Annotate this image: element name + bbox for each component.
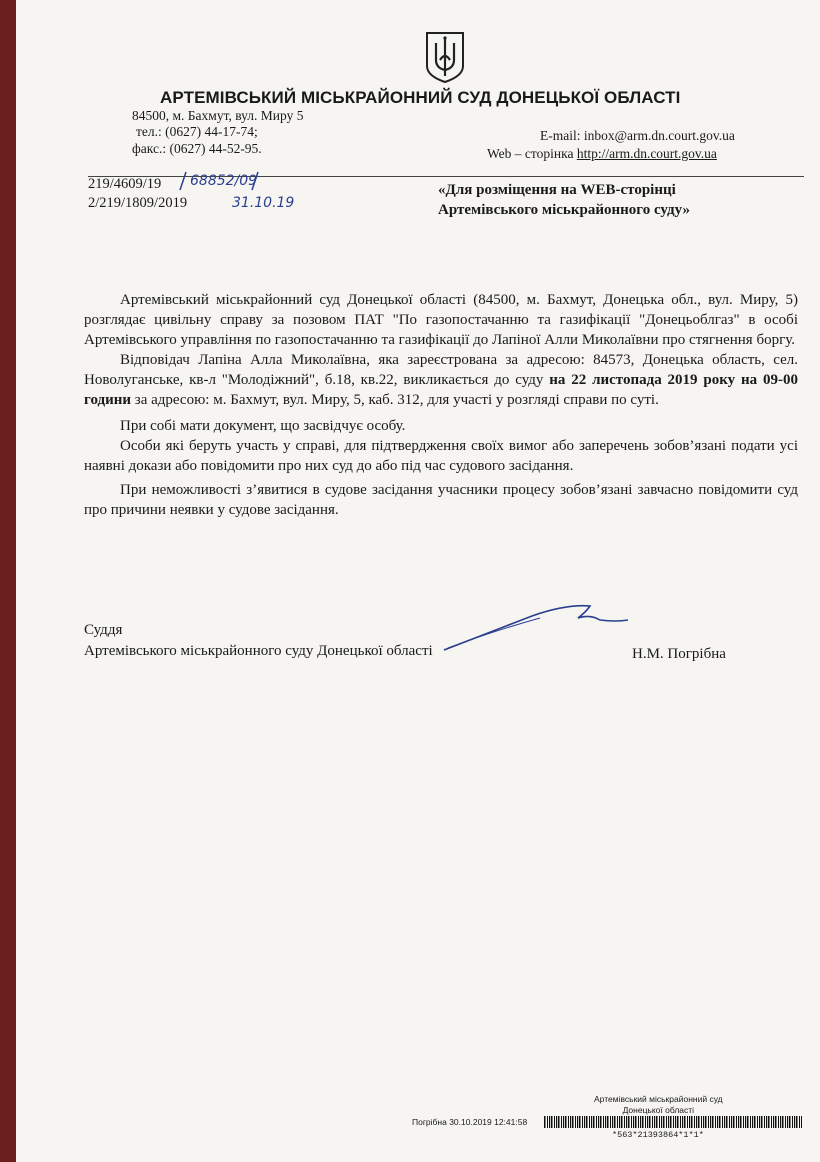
barcode-icon: [544, 1116, 802, 1128]
web-label: Web – сторінка: [487, 146, 577, 161]
court-title: АРТЕМІВСЬКИЙ МІСЬКРАЙОННИЙ СУД ДОНЕЦЬКОЇ ОБЛАСТІ: [160, 88, 681, 107]
summons-text-start: Відповідач Лапіна Алла Миколаївна, яка зареєстрована за адресою: 84573, Донецька область, сел. Новолуганське, кв-л "Молодіжний", б.18, кв.22, викликається до суду: [84, 352, 798, 388]
publication-note-line-1: «Для розміщення на WEB-сторінці: [438, 182, 676, 198]
case-number: 219/4609/19: [88, 176, 162, 192]
handwritten-signature-icon: [440, 598, 630, 658]
web-link[interactable]: http://arm.dn.court.gov.ua: [576, 146, 717, 161]
proceeding-number: 2/219/1809/2019: [88, 195, 188, 211]
signature-block: [84, 620, 433, 662]
judge-name: Н.М. Погрібна: [632, 646, 726, 662]
stamp-court: [594, 1094, 723, 1116]
court-address: 84500, м. Бахмут, вул. Миру 5: [132, 108, 304, 123]
document-body: [84, 290, 798, 520]
handwritten-registration-number: 68852/09: [190, 173, 258, 189]
court-phone: тел.: (0627) 44-17-74;: [136, 124, 258, 139]
summons-text-end: за адресою: м. Бахмут, вул. Миру, 5, каб. 312, для участі у розгляді справи по суті.: [131, 392, 659, 408]
paragraph-case: Артемівський міськрайонний суд Донецької області (84500, м. Бахмут, Донецька обл., вул. Миру, 5) розглядає цивільну справу за позовом ПАТ "По газопостачанню та газифікації "Донецьоблгаз" в особі Артемівського управління по газопостачанню та газифікації до Лапіної Алли Миколаївни про стягнення боргу.: [84, 292, 798, 348]
publication-note-line-2: Артемівського міськрайонного суду»: [438, 202, 690, 218]
paragraph-absence: При неможливості з’явитися в судове засідання учасники процесу зобов’язані завчасно повідомити суд про причини неявки у судове засідання.: [84, 482, 798, 518]
summons-date: на 22 листопада 2019 року на 09-00 години: [84, 372, 798, 408]
paragraph-evidence: Особи які беруть участь у справі, для підтвердження своїх вимог або заперечень зобов’язані подати усі наявні докази або повідомити про них суд до або під час судового засідання.: [84, 438, 798, 474]
handwritten-date: 31.10.19: [232, 195, 295, 211]
trident-emblem-icon: [424, 30, 466, 84]
signature-court: Артемівського міськрайонного суду Донецької області: [84, 643, 433, 659]
signature-title: Суддя: [84, 622, 123, 638]
court-fax: факс.: (0627) 44-52-95.: [132, 141, 262, 156]
barcode-number: *563*21393864*1*1*: [612, 1130, 704, 1140]
court-web: [487, 146, 717, 162]
paragraph-id-document: При собі мати документ, що засвідчує особу.: [120, 418, 406, 434]
stamp-signed-by: Погрібна 30.10.2019 12:41:58: [412, 1117, 528, 1127]
document-page: [16, 0, 820, 1162]
scan-edge: [0, 0, 16, 1162]
court-email: E-mail: inbox@arm.dn.court.gov.ua: [540, 128, 735, 143]
paragraph-summons: [84, 350, 798, 410]
stamp-court-line-1: Артемівський міськрайонний суд: [594, 1094, 723, 1104]
stamp-court-line-2: Донецької області: [622, 1105, 695, 1115]
publication-note: [438, 180, 798, 220]
